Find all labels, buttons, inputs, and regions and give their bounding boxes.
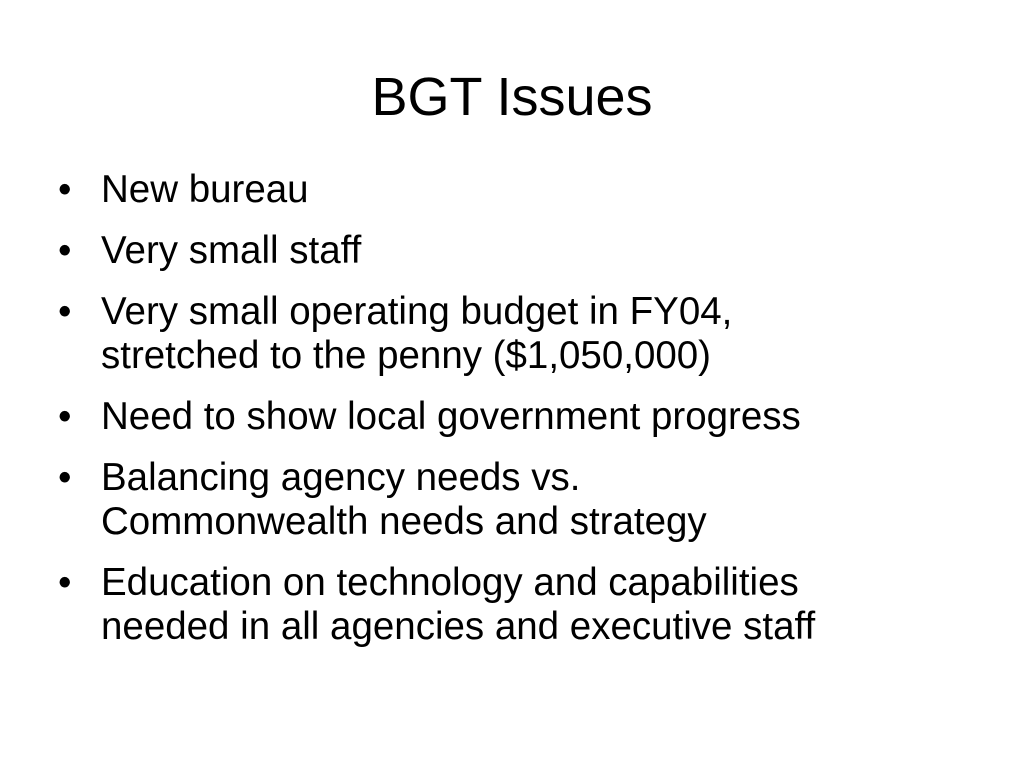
bullet-item [58,395,978,439]
bullet-text-line: stretched to the penny ($1,050,000) [101,334,712,377]
bullet-text-line: Very small staff [101,229,362,272]
bullet-item [58,456,978,544]
bullet-item [58,290,978,378]
slide-title: BGT Issues [371,67,653,127]
bullet-text-line: Balancing agency needs vs. [101,456,581,499]
bullet-marker: • [58,229,72,272]
bullet-marker: • [58,168,72,211]
bullet-list [58,168,978,666]
bullet-text-line: New bureau [101,168,309,211]
bullet-text-line: Very small operating budget in FY04, [101,290,733,333]
bullet-marker: • [58,395,72,438]
bullet-text-line: Commonwealth needs and strategy [101,500,707,543]
bullet-marker: • [58,290,72,333]
bullet-item [58,561,978,649]
bullet-marker: • [58,561,72,604]
bullet-item [58,168,978,212]
bullet-text-line: needed in all agencies and executive staff [101,605,816,648]
bullet-text-line: Need to show local government progress [101,395,801,438]
bullet-item [58,229,978,273]
bullet-marker: • [58,456,72,499]
bullet-text-line: Education on technology and capabilities [101,561,799,604]
